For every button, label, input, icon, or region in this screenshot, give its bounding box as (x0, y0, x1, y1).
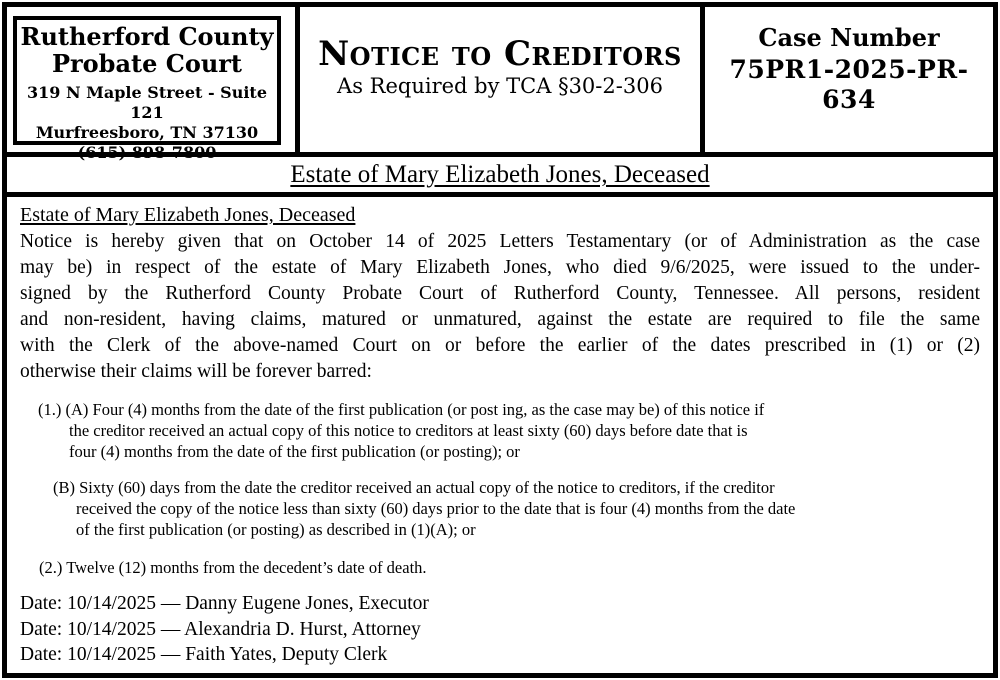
deadline-clauses (20, 399, 980, 578)
estate-heading (20, 202, 980, 229)
court-name-line-2: Probate Court (51, 49, 243, 78)
clause-1b: (B) Sixty (60) days from the date the creditor received an actual copy of the notice to creditors, if the creditor received the copy of the notice less than sixty (60) days prior to the date that is four (4) months from the date of the first publication (or posting) as described in (1)(A); or (53, 478, 796, 539)
document-header (7, 7, 993, 162)
case-number-box (705, 7, 993, 152)
date-line-deputy-clerk: Date: 10/14/2025 — Faith Yates, Deputy Clerk (20, 644, 388, 665)
case-number-value: 75PR1-2025-PR-634 (729, 55, 969, 114)
probate-court-box (13, 16, 281, 162)
notice-body (7, 197, 993, 668)
clause-2: (2.) Twelve (12) months from the decedent’s date of death. (39, 558, 427, 577)
estate-heading-text: Estate of Mary Elizabeth Jones, Deceased (20, 204, 356, 226)
notice-title-box (295, 7, 705, 152)
estate-banner (7, 157, 993, 197)
court-name (17, 23, 277, 77)
notice-title: Notice to Creditors (318, 33, 682, 74)
date-signature-lines (20, 591, 980, 668)
court-header-cell (7, 7, 295, 162)
case-number-label: Case Number (758, 23, 940, 52)
notice-to-creditors-document (2, 2, 998, 678)
date-line-executor: Date: 10/14/2025 — Danny Eugene Jones, Executor (20, 593, 429, 614)
estate-banner-text: Estate of Mary Elizabeth Jones, Deceased (290, 161, 710, 188)
notice-subtitle: As Required by TCA §30-2-306 (337, 73, 663, 98)
court-address: 319 N Maple Street - Suite 121 Murfreesboro, TN 37130 (615) 898-7800 (27, 83, 267, 162)
date-line-attorney: Date: 10/14/2025 — Alexandria D. Hurst, Attorney (20, 618, 421, 640)
clause-1a: (1.) (A) Four (4) months from the date of the first publication (or post ing, as the case may be) of this notice if the creditor received an actual copy of this notice to creditors at least sixty (60) days before date that is four (4) months from the date of the first publication (or posting); or (38, 400, 765, 461)
notice-paragraph: Notice is hereby given that on October 14 of 2025 Letters Testamentary (or of Administration as the case may be) in respect of the estate of Mary Elizabeth Jones, who died 9/6/2025, were issued to the under- signed by the Rutherford County Probate Court of Rutherford County, Tennessee. All persons, resident and non-resident, having claims, matured or unmatured, against the estate are required to file the same with the Clerk of the above-named Court on or before the earlier of the dates prescribed in (1) or (2) otherwise their claims will be forever barred: (20, 231, 980, 382)
court-name-line-1: Rutherford County (20, 22, 274, 51)
